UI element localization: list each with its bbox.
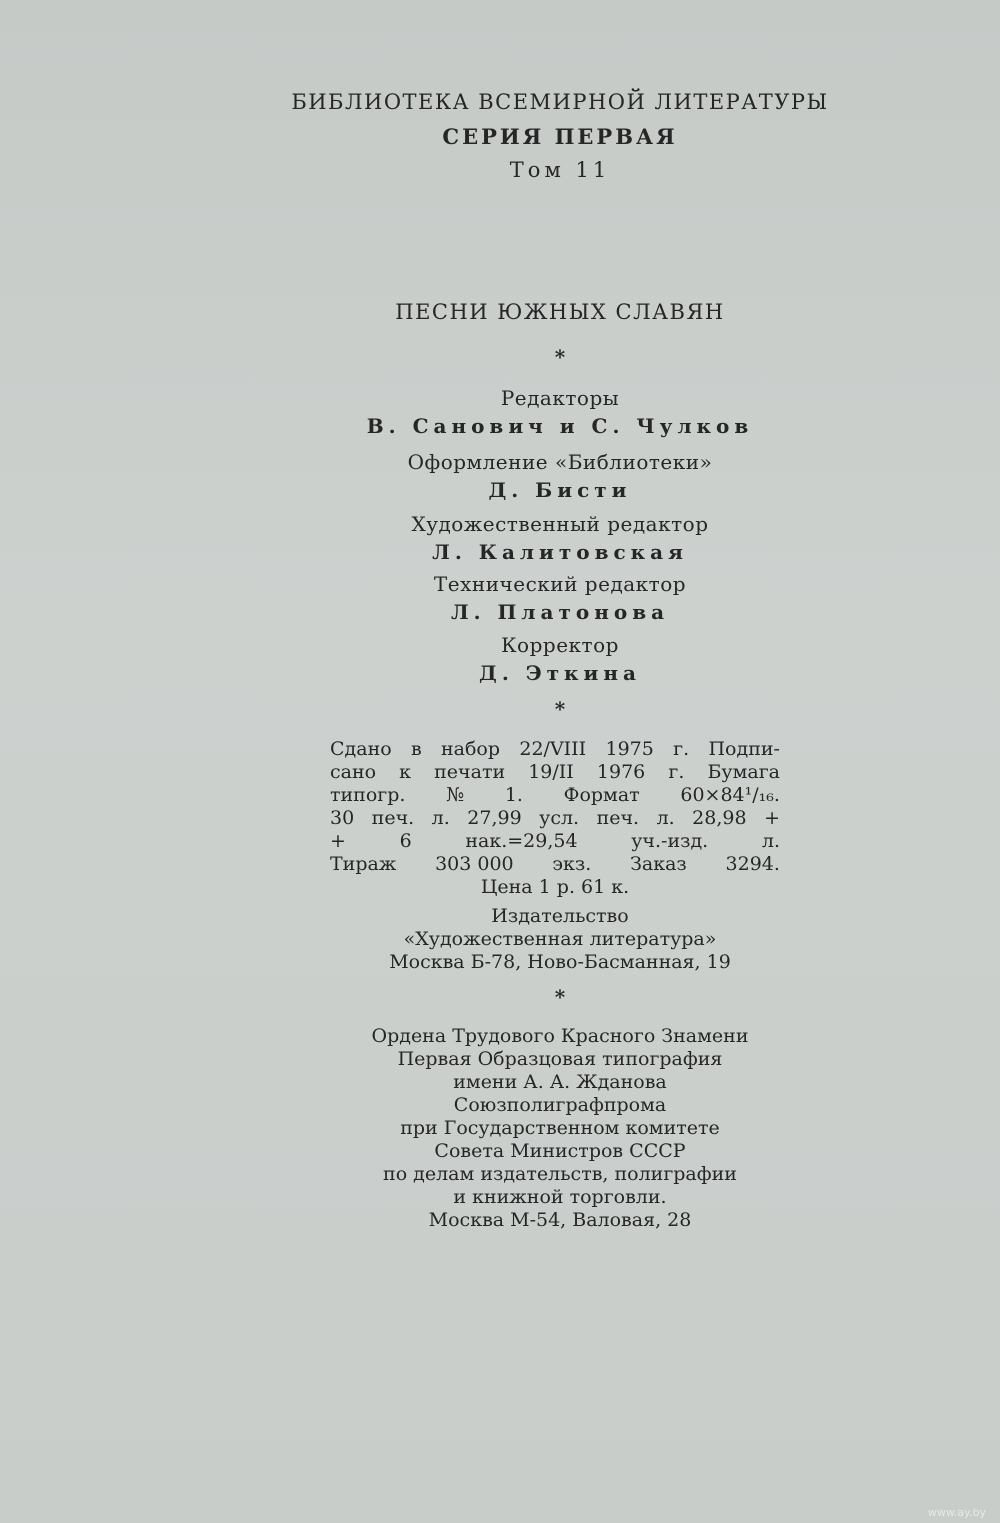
- separator-star: *: [554, 697, 566, 721]
- imprint-block: [330, 738, 780, 899]
- credit-role-art-editor: Художественный редактор: [411, 512, 709, 536]
- printer-line: Москва М-54, Валовая, 28: [428, 1209, 692, 1231]
- printer-line: и книжной торговли.: [453, 1186, 667, 1208]
- credit-name-proofreader: Д. Эткина: [479, 661, 641, 685]
- separator-star: *: [554, 985, 566, 1009]
- imprint-line: Тираж 303 000 экз. Заказ 3294.: [330, 853, 780, 875]
- printer-line: имени А. А. Жданова: [453, 1071, 667, 1093]
- imprint-line: 30 печ. л. 27,99 усл. печ. л. 28,98 +: [330, 807, 780, 829]
- credit-name-editors: В. Санович и С. Чулков: [366, 414, 754, 438]
- printer-line: Ордена Трудового Красного Знамени: [371, 1025, 749, 1047]
- credit-name-art-editor: Л. Калитовская: [432, 540, 688, 564]
- publisher-line: «Художественная литература»: [403, 928, 717, 950]
- credit-name-design: Д. Бисти: [488, 478, 632, 502]
- credit-role-design: Оформление «Библиотеки»: [407, 450, 713, 474]
- series-number: СЕРИЯ ПЕРВАЯ: [442, 124, 678, 149]
- watermark-text: www.ay.by: [927, 1506, 986, 1519]
- imprint-line: сано к печати 19/II 1976 г. Бумага: [330, 761, 780, 783]
- printer-line: при Государственном комитете: [400, 1117, 720, 1139]
- credit-role-proofreader: Корректор: [501, 633, 619, 657]
- credit-role-editors: Редакторы: [500, 386, 620, 410]
- imprint-price: Цена 1 р. 61 к.: [480, 876, 630, 898]
- credit-name-tech-editor: Л. Платонова: [450, 600, 670, 624]
- publisher-line: Издательство: [491, 905, 629, 927]
- imprint-line: + 6 нак.=29,54 уч.-изд. л.: [330, 830, 780, 852]
- credit-role-tech-editor: Технический редактор: [433, 572, 687, 596]
- publisher-block: [60, 905, 1000, 974]
- series-title: БИБЛИОТЕКА ВСЕМИРНОЙ ЛИТЕРАТУРЫ: [291, 90, 829, 114]
- book-title: ПЕСНИ ЮЖНЫХ СЛАВЯН: [395, 300, 725, 324]
- imprint-line: Сдано в набор 22/VIII 1975 г. Подпи-: [330, 738, 780, 760]
- printer-line: Союзполиграфпрома: [453, 1094, 667, 1116]
- printer-block: [60, 1025, 1000, 1232]
- publisher-line: Москва Б-78, Ново-Басманная, 19: [389, 951, 731, 973]
- printer-line: Первая Образцовая типография: [397, 1048, 723, 1070]
- printer-line: по делам издательств, полиграфии: [383, 1163, 737, 1185]
- separator-star: *: [554, 345, 566, 369]
- volume-number: Том 11: [509, 158, 611, 182]
- imprint-line: типогр. № 1. Формат 60×84¹/₁₆.: [330, 784, 780, 806]
- printer-line: Совета Министров СССР: [434, 1140, 686, 1162]
